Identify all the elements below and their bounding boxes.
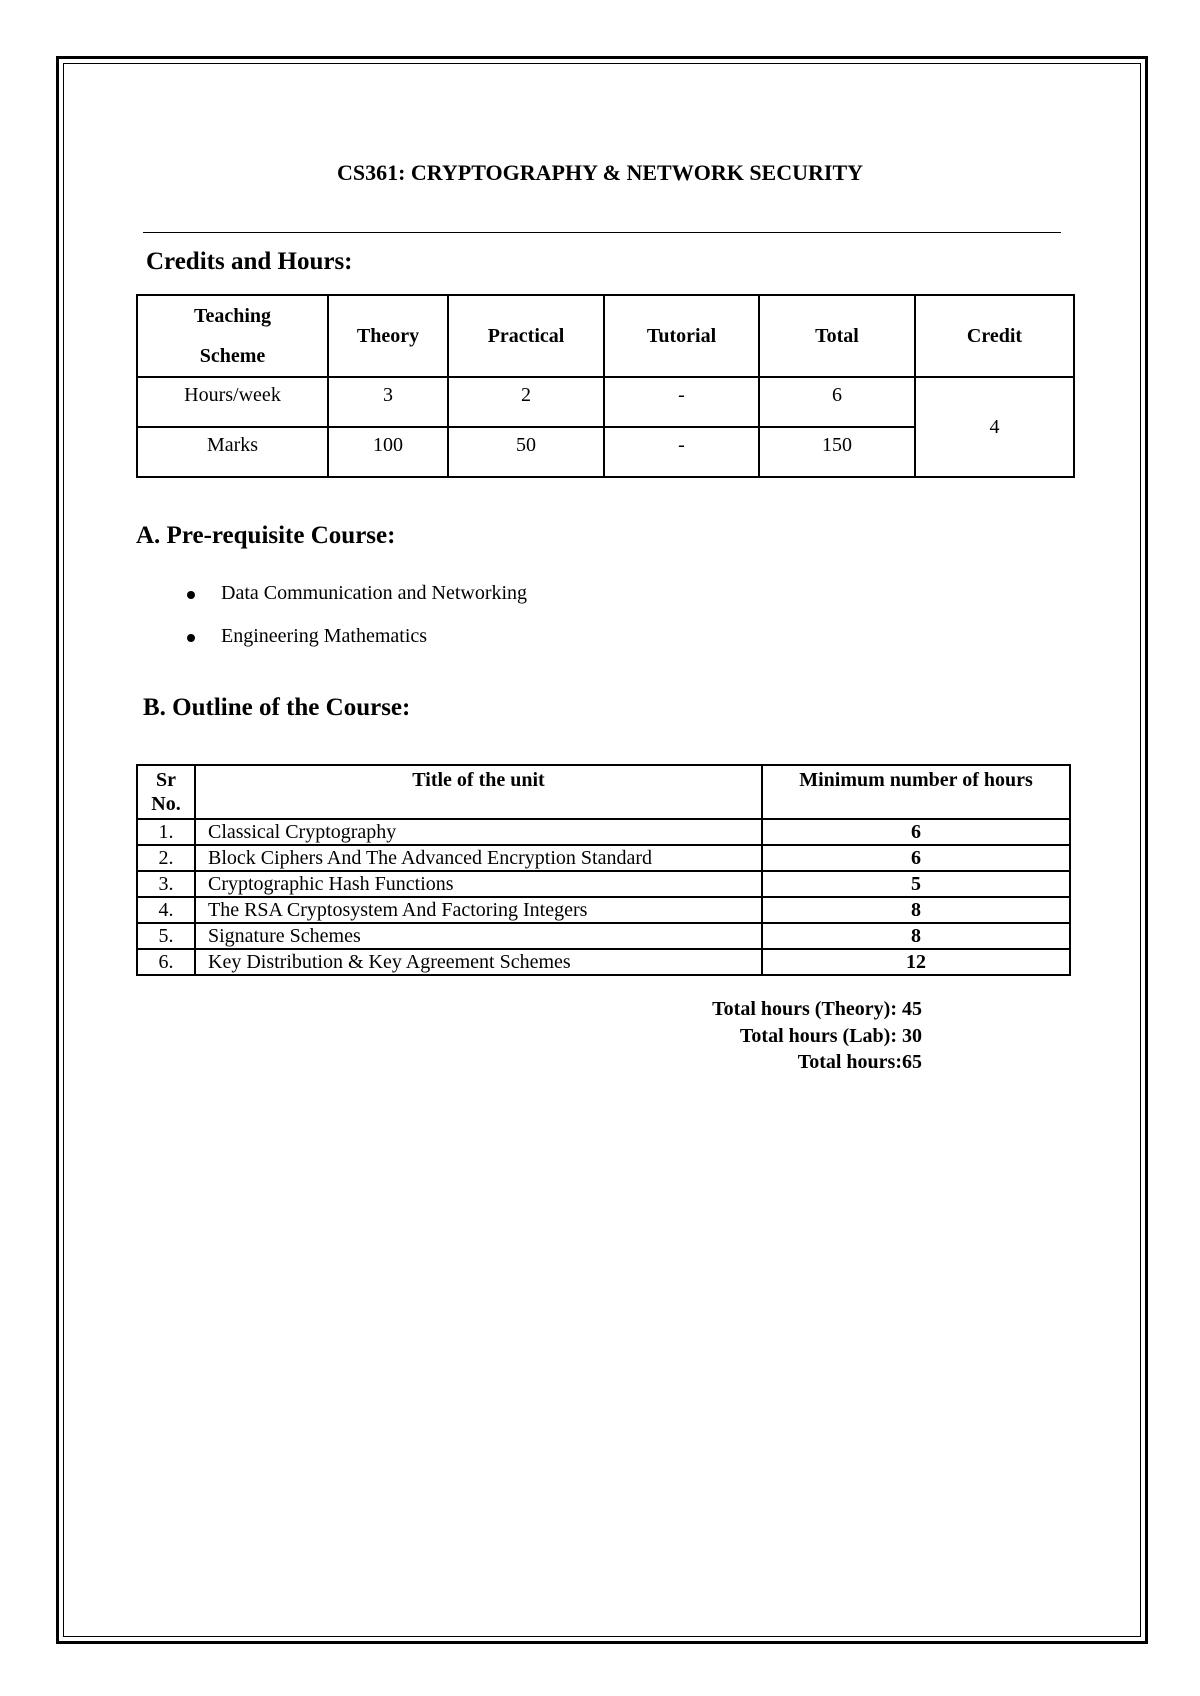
credits-header-row [137,295,1074,377]
list-item [150,625,527,668]
outline-heading: B. Outline of the Course: [143,694,411,721]
list-item-text: Engineering Mathematics [221,625,428,647]
cell-hours: 12 [762,949,1070,975]
cell-practical: 50 [448,427,604,477]
total-hours-theory: Total hours (Theory): 45 [712,998,922,1020]
header-practical: Practical [448,295,604,377]
cell-hours: 6 [762,845,1070,871]
cell-total: 150 [759,427,915,477]
cell-title: Block Ciphers And The Advanced Encryption Standard [195,845,762,871]
cell-practical: 2 [448,377,604,427]
cell-sr: 2. [137,845,195,871]
total-hours-all: Total hours:65 [797,1051,922,1073]
cell-total: 6 [759,377,915,427]
prerequisite-heading: A. Pre-requisite Course: [136,522,396,549]
cell-theory: 100 [328,427,448,477]
credits-heading: Credits and Hours: [146,248,353,275]
cell-tutorial: - [604,377,759,427]
header-min-hours: Minimum number of hours [762,765,1070,819]
table-row [137,949,1070,975]
header-scheme-line1: Teaching [193,305,272,327]
cell-hours: 8 [762,897,1070,923]
cell-hours: 8 [762,923,1070,949]
cell-sr: 6. [137,949,195,975]
cell-tutorial: - [604,427,759,477]
cell-hours: 6 [762,819,1070,845]
header-scheme-line2: Scheme [199,345,266,367]
bullet-icon [187,634,195,642]
header-credit: Credit [915,295,1074,377]
cell-credit: 4 [915,377,1074,477]
list-item [150,582,527,625]
header-sr-line1: Sr [156,769,176,791]
header-unit-title: Title of the unit [195,765,762,819]
outline-table [136,764,1071,976]
prerequisite-list [150,582,527,668]
row-label: Marks [137,427,328,477]
credits-row-hours [137,377,1074,427]
document-title: CS361: CRYPTOGRAPHY & NETWORK SECURITY [336,160,864,185]
title-divider [143,232,1061,233]
cell-title: Key Distribution & Key Agreement Schemes [195,949,762,975]
header-sr-no [137,765,195,819]
cell-title: The RSA Cryptosystem And Factoring Integers [195,897,762,923]
list-item-text: Data Communication and Networking [221,582,528,604]
cell-sr: 3. [137,871,195,897]
cell-sr: 5. [137,923,195,949]
table-row [137,897,1070,923]
header-total: Total [759,295,915,377]
table-row [137,845,1070,871]
total-hours-summary [600,996,922,1076]
header-tutorial: Tutorial [604,295,759,377]
table-row [137,923,1070,949]
header-sr-line2: No. [151,793,181,815]
cell-title: Signature Schemes [195,923,762,949]
cell-sr: 1. [137,819,195,845]
cell-theory: 3 [328,377,448,427]
total-hours-lab: Total hours (Lab): 30 [739,1024,922,1047]
cell-hours: 5 [762,871,1070,897]
cell-sr: 4. [137,897,195,923]
cell-title: Classical Cryptography [195,819,762,845]
table-row [137,819,1070,845]
credits-table [136,294,1075,478]
row-label: Hours/week [137,377,328,427]
outline-header-row [137,765,1070,819]
header-teaching-scheme [137,295,328,377]
bullet-icon [187,591,195,599]
table-row [137,871,1070,897]
cell-title: Cryptographic Hash Functions [195,871,762,897]
header-theory: Theory [328,295,448,377]
